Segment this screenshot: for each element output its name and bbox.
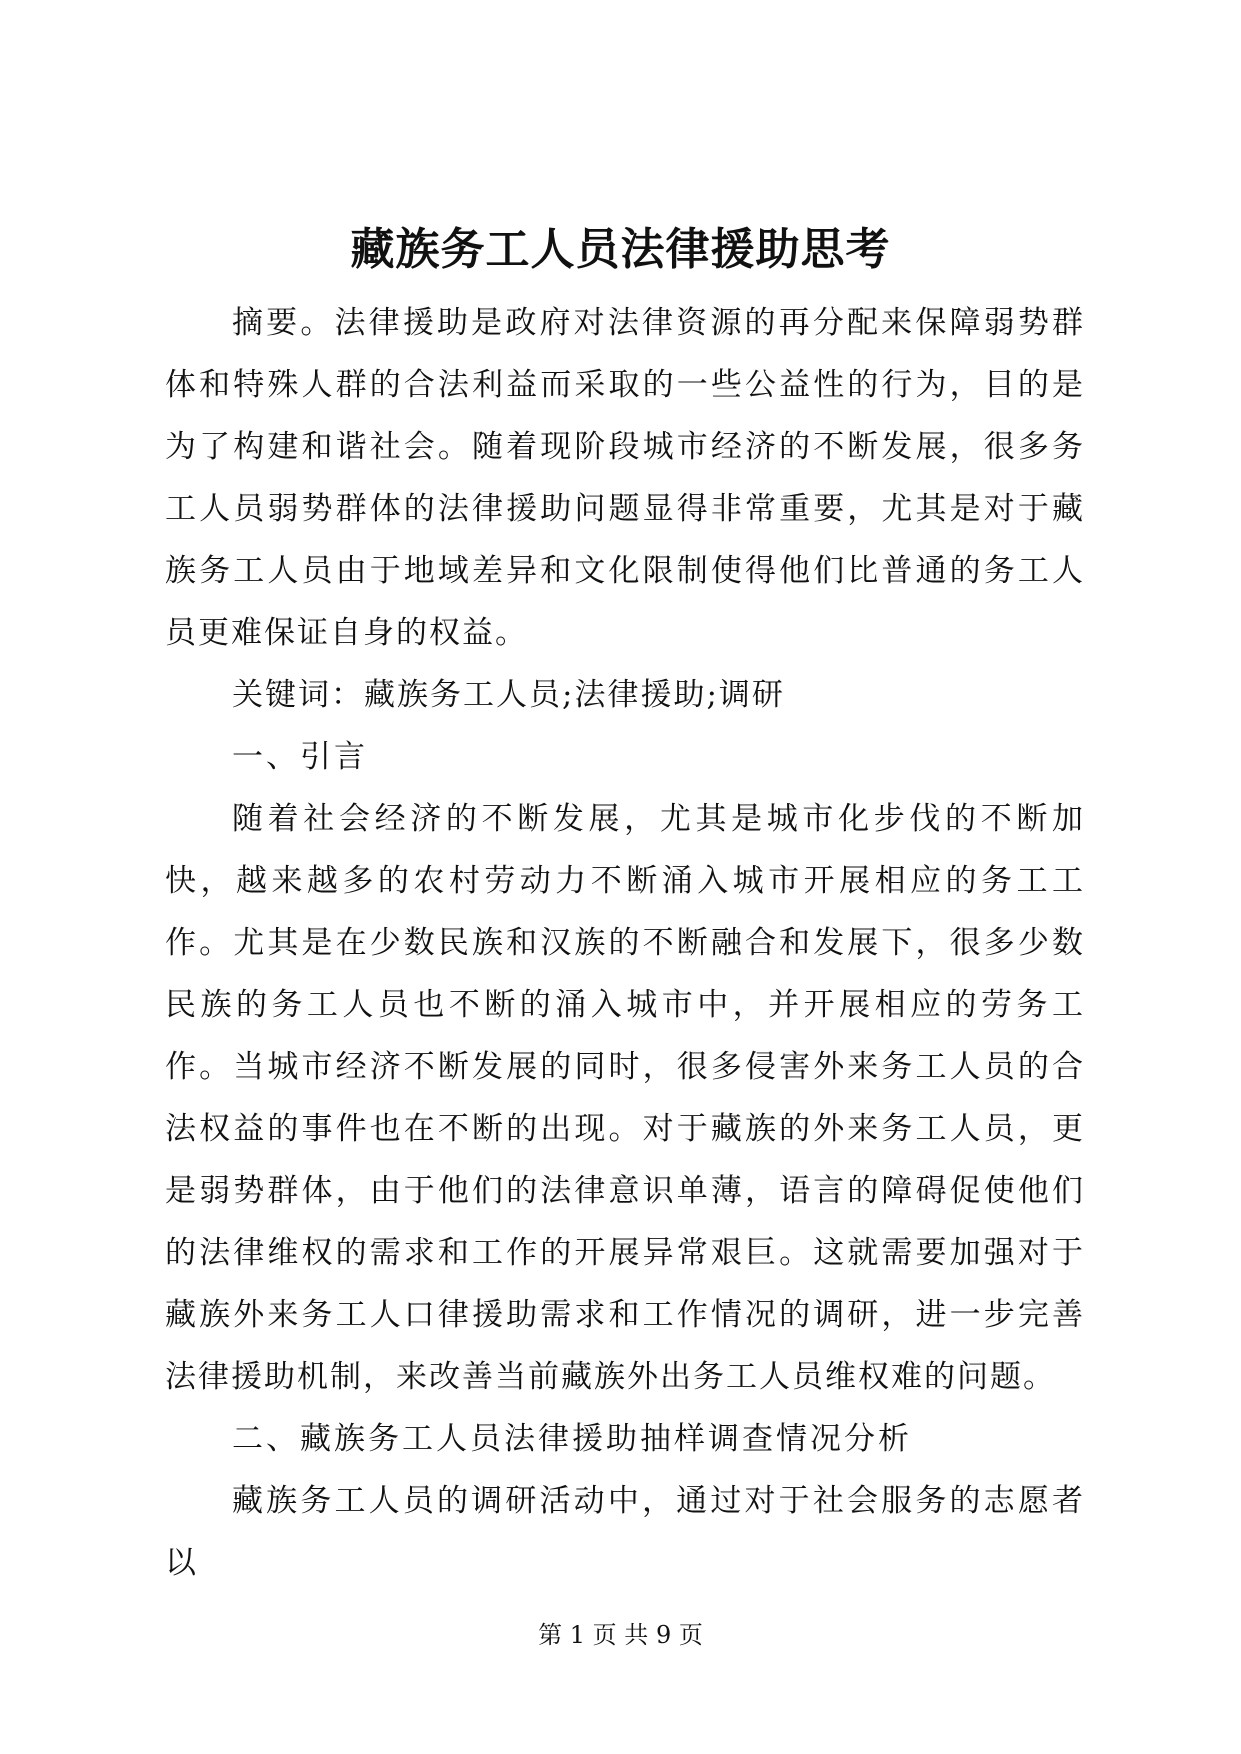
keywords-paragraph: 关键词：藏族务工人员;法律援助;调研 xyxy=(232,677,785,713)
abstract-paragraph: 摘要。法律援助是政府对法律资源的再分配来保障弱势群体和特殊人群的合法利益而采取的一些公益性的行为，目的是为了构建和谐社会。随着现阶段城市经济的不断发展，很多务工人员弱势群体的法律援助问题显得非常重要，尤其是对于藏族务工人员由于地域差异和文化限制使得他们比普通的务工人员更难保证自身的权益。 xyxy=(165,305,1085,651)
survey-paragraph: 藏族务工人员的调研活动中，通过对于社会服务的志愿者以 xyxy=(165,1483,1085,1581)
section-heading-survey-analysis: 二、藏族务工人员法律援助抽样调查情况分析 xyxy=(232,1421,912,1457)
section-heading-introduction: 一、引言 xyxy=(232,739,368,775)
introduction-paragraph: 随着社会经济的不断发展，尤其是城市化步伐的不断加快，越来越多的农村劳动力不断涌入城市开展相应的务工工作。尤其是在少数民族和汉族的不断融合和发展下，很多少数民族的务工人员也不断的涌入城市中，并开展相应的劳务工作。当城市经济不断发展的同时，很多侵害外来务工人员的合法权益的事件也在不断的出现。对于藏族的外来务工人员，更是弱势群体，由于他们的法律意识单薄，语言的障碍促使他们的法律维权的需求和工作的开展异常艰巨。这就需要加强对于藏族外来务工人口律援助需求和工作情况的调研，进一步完善法律援助机制，来改善当前藏族外出务工人员维权难的问题。 xyxy=(165,801,1085,1395)
document-title: 藏族务工人员法律援助思考 xyxy=(350,224,891,275)
document-body xyxy=(165,292,1085,1594)
page-number-footer: 第 1 页 共 9 页 xyxy=(538,1621,703,1649)
